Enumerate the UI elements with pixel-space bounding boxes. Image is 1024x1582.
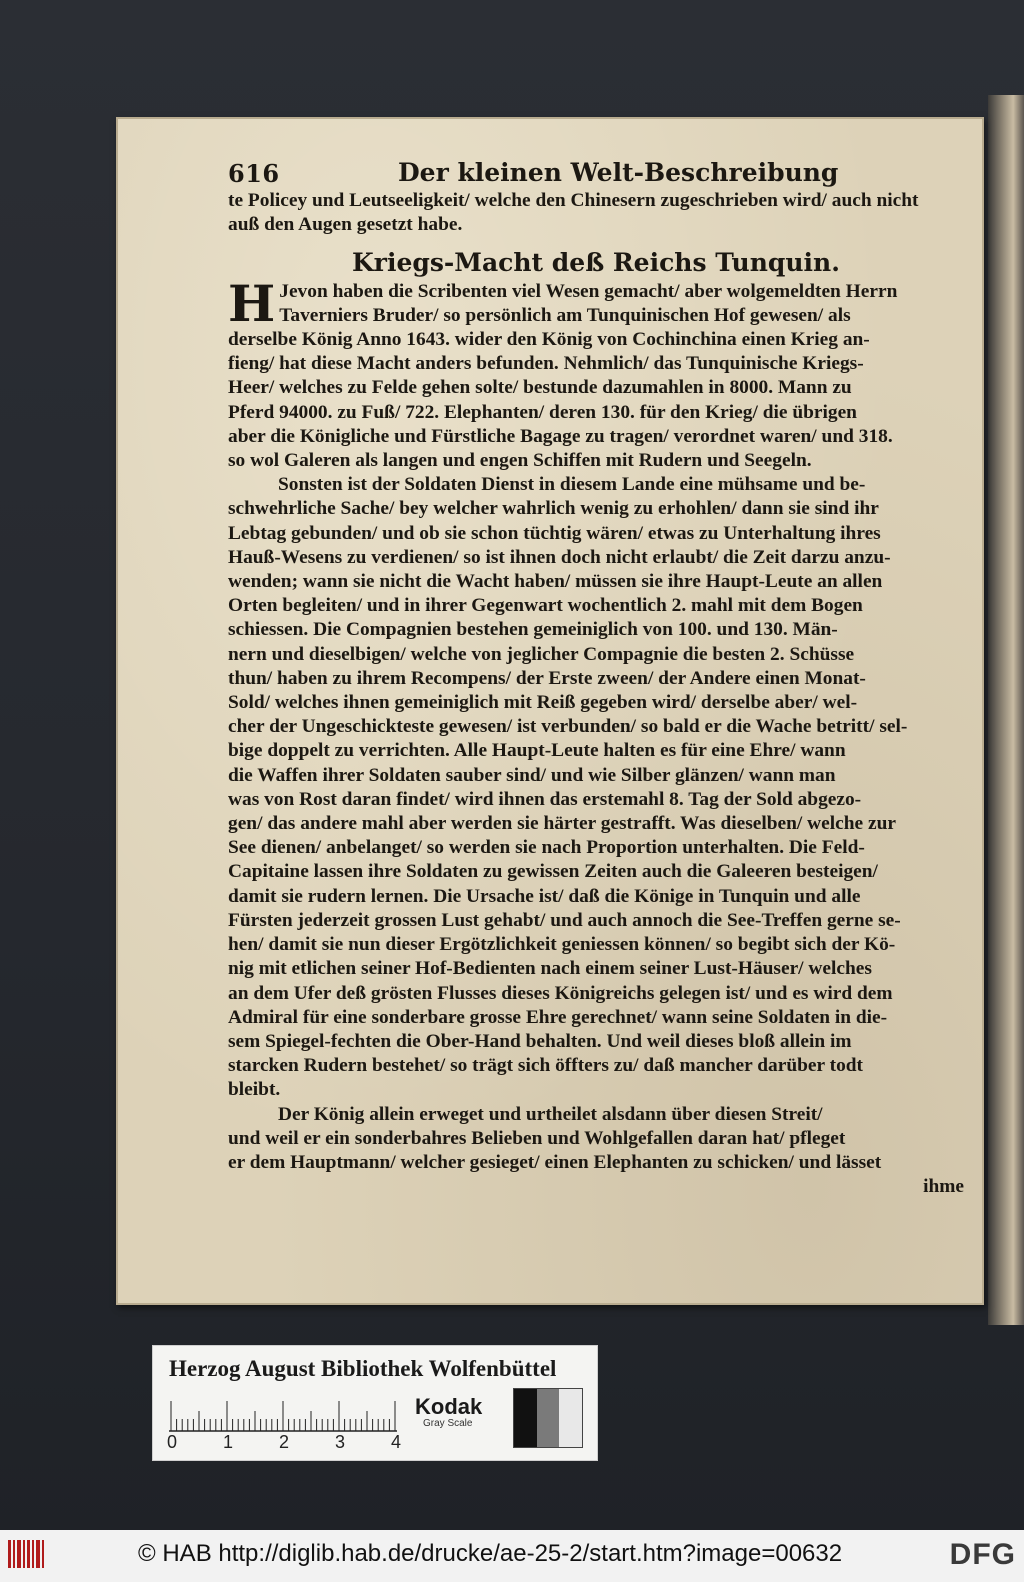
text-line: die Waffen ihrer Soldaten sauber sind/ und wie Silber glänzen/ wann man <box>228 764 836 786</box>
text-line: fieng/ hat diese Macht anders befunden. Nehmlich/ das Tunquinische Kriegs- <box>228 353 864 375</box>
paragraph-3 <box>228 1103 964 1176</box>
text-line: schiessen. Die Compagnien bestehen gemeiniglich von 100. und 130. Män- <box>228 619 838 641</box>
text-line: Lebtag gebunden/ und ob sie schon tüchtig wären/ etwas zu Unterhaltung ihres <box>228 522 881 544</box>
text-line: Pferd 94000. zu Fuß/ 722. Elephanten/ deren 130. für den Krieg/ die übrigen <box>228 401 857 423</box>
gray-scale-label: Gray Scale <box>423 1418 473 1429</box>
running-title: Der kleinen Welt-Beschreibung <box>398 158 839 187</box>
text-line: an dem Ufer deß grösten Flusses dieses Königreichs gelegen ist/ und es wird dem <box>228 982 893 1004</box>
ruler-number: 4 <box>391 1432 402 1452</box>
page-number: 616 <box>228 159 280 188</box>
text-line: sem Spiegel-fechten die Ober-Hand behalten. Und weil dieses bloß allein im <box>228 1030 852 1052</box>
continuation-lines <box>228 189 964 237</box>
text-line: so wol Galeren als langen und engen Schiffen mit Rudern und Seegeln. <box>228 450 812 472</box>
text-line: schwehrliche Sache/ bey welcher wahrlich wenig zu erhohlen/ dann sie sind ihr <box>228 498 879 520</box>
text-line: hen/ damit sie nun dieser Ergötzlichkeit geniessen können/ so begibt sich der Kö- <box>228 934 896 956</box>
text-line: See dienen/ anbelanget/ so werden sie nach Proportion unterhalten. Die Feld- <box>228 837 865 859</box>
text-line: Hauß-Wesens zu verdienen/ so ist ihnen doch nicht erlaubt/ die Zeit darzu anzu- <box>228 546 891 568</box>
dfg-logo: DFG <box>949 1538 1016 1571</box>
ruler-number: 1 <box>223 1432 234 1452</box>
gray-patch-mid <box>537 1389 560 1447</box>
text-line: nig mit etlichen seiner Hof-Bedienten nach einem seiner Lust-Häuser/ welches <box>228 958 872 980</box>
page-content <box>228 159 964 1199</box>
ruler-number: 0 <box>167 1432 178 1452</box>
footer-copyright-link[interactable]: © HAB http://diglib.hab.de/drucke/ae-25-2/start.htm?image=00632 <box>138 1540 843 1567</box>
text-line: bleibt. <box>228 1079 281 1101</box>
book-page <box>116 117 984 1305</box>
gray-scale-patches <box>513 1388 583 1448</box>
text-line: cher der Ungeschickteste gewesen/ ist verbunden/ so bald er die Wache betritt/ sel- <box>228 716 908 738</box>
section-heading: Kriegs-Macht deß Reichs Tunquin. <box>352 248 840 278</box>
text-line: was von Rost daran findet/ wird ihnen das erstemahl 8. Tag der Sold abgezo- <box>228 788 862 810</box>
text-line: wenden; wann sie nicht die Wacht haben/ müssen sie ihre Haupt-Leute an allen <box>228 571 883 593</box>
text-line: Capitaine lassen ihre Soldaten zu gewissen Zeiten auch die Galeeren besteigen/ <box>228 861 878 883</box>
text-line: Fürsten jederzeit grossen Lust gehabt/ und auch annoch die See-Treffen gerne se- <box>228 909 901 931</box>
text-line: bige doppelt zu verrichten. Alle Haupt-Leute halten es für eine Ehre/ wann <box>228 740 846 762</box>
catchword-row <box>228 1175 964 1199</box>
text-line: Admiral für eine sonderbare grosse Ehre gerechnet/ wann seine Soldaten in die- <box>228 1006 888 1028</box>
footer-bar <box>0 1530 1024 1582</box>
text-line: und weil er ein sonderbahres Belieben und Wohlgefallen daran hat/ pfleget <box>228 1127 846 1149</box>
ruler-number: 2 <box>279 1432 290 1452</box>
text-line: derselbe König Anno 1643. wider den König von Cochinchina einen Krieg an- <box>228 329 870 351</box>
text-line: Jevon haben die Scribenten viel Wesen gemacht/ aber wolgemeldten Herrn <box>279 280 898 302</box>
drop-cap: H <box>228 273 276 333</box>
text-line: nern und dieselbigen/ welche von jeglicher Compagnie die besten 2. Schüsse <box>228 643 855 665</box>
running-head <box>228 159 964 189</box>
paragraph-1 <box>228 273 964 474</box>
page-body <box>228 189 964 1199</box>
adjacent-page-edge <box>988 95 1024 1325</box>
text-line: Sold/ welches ihnen gemeiniglich mit Reiß gegeben wird/ derselbe aber/ wel- <box>228 692 858 714</box>
text-line: damit sie rudern lernen. Die Ursache ist/ daß die Könige in Tunquin und alle <box>228 885 861 907</box>
gray-patch-light <box>559 1389 582 1447</box>
text-line: Orten begleiten/ und in ihrer Gegenwart wochentlich 2. mahl mit dem Bogen <box>228 595 863 617</box>
text-line: Heer/ welches zu Felde gehen solte/ bestunde dazumahlen in 8000. Mann zu <box>228 377 852 399</box>
text-line: aber die Königliche und Fürstliche Bagage zu tragen/ verordnet waren/ und 318. <box>228 425 893 447</box>
kodak-brand: Kodak <box>415 1394 483 1419</box>
text-line: Der König allein erweget und urtheilet alsdann über diesen Streit/ <box>278 1103 823 1125</box>
library-name: Herzog August Bibliothek Wolfenbüttel <box>169 1356 557 1381</box>
text-line: starcken Rudern bestehet/ so trägt sich öffters zu/ daß mancher darüber todt <box>228 1055 864 1077</box>
ruler-icon <box>167 1398 399 1432</box>
ruler-numbers <box>163 1432 403 1452</box>
gray-patch-dark <box>514 1389 537 1447</box>
text-line: gen/ das andere mahl aber werden sie härter gestrafft. Was dieselben/ welche zur <box>228 813 897 835</box>
text-line: er dem Hauptmann/ welcher gesieget/ einen Elephanten zu schicken/ und lässet <box>228 1151 882 1173</box>
hab-barcode-logo-icon <box>6 1536 46 1572</box>
text-line: te Policey und Leutseeligkeit/ welche den Chinesern zugeschrieben wird/ auch nicht <box>228 190 919 211</box>
catchword: ihme <box>923 1176 964 1198</box>
text-line: auß den Augen gesetzt habe. <box>228 214 463 236</box>
text-line: Sonsten ist der Soldaten Dienst in diesem Lande eine mühsame und be- <box>278 474 866 496</box>
paragraph-2 <box>228 473 964 1102</box>
text-line: Taverniers Bruder/ so persönlich am Tunquinischen Hof gewesen/ als <box>279 304 851 326</box>
ruler-number: 3 <box>335 1432 346 1452</box>
text-line: thun/ haben zu ihrem Recompens/ der Erste zween/ der Andere einen Monat- <box>228 667 866 689</box>
kodak-color-card <box>152 1345 598 1461</box>
